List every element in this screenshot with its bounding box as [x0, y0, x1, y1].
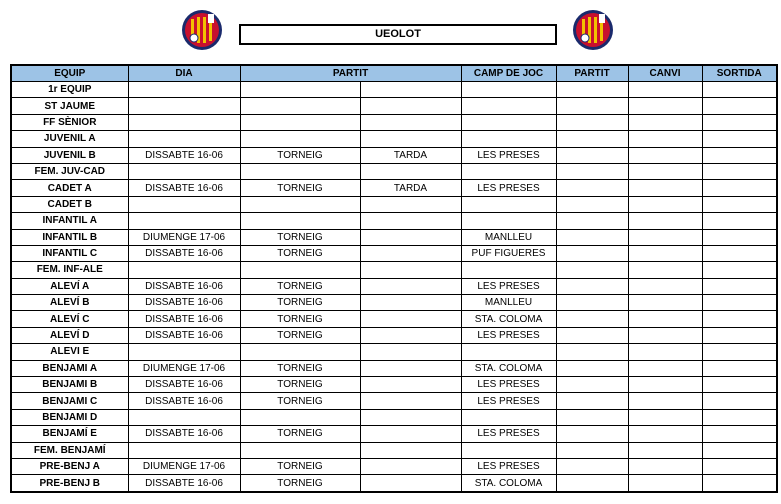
camp-cell: LES PRESES	[461, 458, 556, 474]
time-cell: TARDA	[360, 180, 461, 196]
canvi-cell	[628, 458, 702, 474]
time-cell	[360, 360, 461, 376]
sortida-cell	[702, 311, 777, 327]
table-row	[11, 163, 777, 179]
partit2-cell	[556, 409, 628, 425]
camp-cell	[461, 131, 556, 147]
table-row	[11, 377, 777, 393]
canvi-cell	[628, 131, 702, 147]
sortida-cell	[702, 213, 777, 229]
dia-cell	[128, 213, 240, 229]
camp-cell	[461, 213, 556, 229]
partit2-cell	[556, 458, 628, 474]
dia-cell	[128, 344, 240, 360]
dia-cell	[128, 163, 240, 179]
table-row	[11, 442, 777, 458]
sortida-cell	[702, 245, 777, 261]
canvi-cell	[628, 344, 702, 360]
team-cell: FEM. INF-ALE	[11, 262, 128, 278]
sortida-cell	[702, 147, 777, 163]
partit2-cell	[556, 163, 628, 179]
sortida-cell	[702, 196, 777, 212]
sortida-cell	[702, 458, 777, 474]
dia-cell: DIUMENGE 17-06	[128, 458, 240, 474]
dia-cell: DISSABTE 16-06	[128, 393, 240, 409]
dia-cell	[128, 82, 240, 98]
sortida-cell	[702, 327, 777, 343]
sortida-cell	[702, 98, 777, 114]
match-cell	[240, 131, 360, 147]
match-cell	[240, 442, 360, 458]
camp-cell	[461, 82, 556, 98]
camp-cell: STA. COLOMA	[461, 360, 556, 376]
header-equip: EQUIP	[11, 65, 128, 82]
table-row	[11, 278, 777, 294]
time-cell	[360, 245, 461, 261]
team-cell: FEM. JUV-CAD	[11, 163, 128, 179]
canvi-cell	[628, 311, 702, 327]
partit2-cell	[556, 229, 628, 245]
match-cell: TORNEIG	[240, 360, 360, 376]
camp-cell: LES PRESES	[461, 147, 556, 163]
dia-cell: DISSABTE 16-06	[128, 278, 240, 294]
dia-cell: DISSABTE 16-06	[128, 475, 240, 492]
dia-cell	[128, 114, 240, 130]
match-cell	[240, 82, 360, 98]
sortida-cell	[702, 426, 777, 442]
table-row	[11, 114, 777, 130]
canvi-cell	[628, 114, 702, 130]
time-cell	[360, 229, 461, 245]
team-cell: PRE-BENJ A	[11, 458, 128, 474]
team-cell: ST JAUME	[11, 98, 128, 114]
team-cell: BENJAMI D	[11, 409, 128, 425]
schedule-table	[10, 64, 778, 493]
time-cell	[360, 327, 461, 343]
camp-cell	[461, 262, 556, 278]
table-row	[11, 213, 777, 229]
table-row	[11, 180, 777, 196]
time-cell	[360, 475, 461, 492]
partit2-cell	[556, 377, 628, 393]
match-cell: TORNEIG	[240, 147, 360, 163]
match-cell: TORNEIG	[240, 458, 360, 474]
sortida-cell	[702, 262, 777, 278]
partit2-cell	[556, 344, 628, 360]
canvi-cell	[628, 377, 702, 393]
match-cell	[240, 98, 360, 114]
match-cell: TORNEIG	[240, 295, 360, 311]
partit2-cell	[556, 426, 628, 442]
match-cell: TORNEIG	[240, 278, 360, 294]
camp-cell	[461, 163, 556, 179]
dia-cell: DISSABTE 16-06	[128, 426, 240, 442]
dia-cell	[128, 262, 240, 278]
partit2-cell	[556, 475, 628, 492]
camp-cell: PUF FIGUERES	[461, 245, 556, 261]
partit2-cell	[556, 278, 628, 294]
camp-cell: LES PRESES	[461, 278, 556, 294]
sortida-cell	[702, 163, 777, 179]
match-cell: TORNEIG	[240, 393, 360, 409]
table-row	[11, 196, 777, 212]
match-cell: TORNEIG	[240, 327, 360, 343]
dia-cell: DIUMENGE 17-06	[128, 229, 240, 245]
team-cell: ALEVÍ C	[11, 311, 128, 327]
team-cell: INFANTIL A	[11, 213, 128, 229]
header-canvi: CANVI	[628, 65, 702, 82]
table-row	[11, 458, 777, 474]
sortida-cell	[702, 229, 777, 245]
partit2-cell	[556, 196, 628, 212]
table-row	[11, 344, 777, 360]
time-cell	[360, 393, 461, 409]
camp-cell	[461, 196, 556, 212]
table-row	[11, 295, 777, 311]
table-row	[11, 245, 777, 261]
time-cell	[360, 98, 461, 114]
header-sortida: SORTIDA	[702, 65, 777, 82]
match-cell	[240, 196, 360, 212]
time-cell	[360, 82, 461, 98]
sortida-cell	[702, 278, 777, 294]
dia-cell: DISSABTE 16-06	[128, 311, 240, 327]
dia-cell: DISSABTE 16-06	[128, 147, 240, 163]
canvi-cell	[628, 278, 702, 294]
team-cell: JUVENIL A	[11, 131, 128, 147]
match-cell	[240, 262, 360, 278]
dia-cell	[128, 98, 240, 114]
dia-cell	[128, 196, 240, 212]
dia-cell: DISSABTE 16-06	[128, 295, 240, 311]
time-cell	[360, 163, 461, 179]
team-cell: PRE-BENJ B	[11, 475, 128, 492]
header-partit-2: PARTIT	[556, 65, 628, 82]
match-cell: TORNEIG	[240, 180, 360, 196]
partit2-cell	[556, 131, 628, 147]
team-cell: ALEVI E	[11, 344, 128, 360]
partit2-cell	[556, 82, 628, 98]
team-cell: BENJAMI B	[11, 377, 128, 393]
sortida-cell	[702, 442, 777, 458]
sortida-cell	[702, 82, 777, 98]
time-cell	[360, 295, 461, 311]
sortida-cell	[702, 295, 777, 311]
canvi-cell	[628, 245, 702, 261]
time-cell	[360, 131, 461, 147]
camp-cell	[461, 98, 556, 114]
canvi-cell	[628, 426, 702, 442]
canvi-cell	[628, 82, 702, 98]
team-cell: BENJAMI A	[11, 360, 128, 376]
table-row	[11, 262, 777, 278]
canvi-cell	[628, 213, 702, 229]
sortida-cell	[702, 360, 777, 376]
sortida-cell	[702, 409, 777, 425]
table-row	[11, 360, 777, 376]
partit2-cell	[556, 245, 628, 261]
team-cell: BENJAMI C	[11, 393, 128, 409]
dia-cell: DISSABTE 16-06	[128, 245, 240, 261]
time-cell	[360, 262, 461, 278]
team-cell: ALEVÍ B	[11, 295, 128, 311]
time-cell	[360, 114, 461, 130]
time-cell	[360, 377, 461, 393]
team-cell: CADET A	[11, 180, 128, 196]
partit2-cell	[556, 262, 628, 278]
camp-cell	[461, 442, 556, 458]
time-cell	[360, 213, 461, 229]
dia-cell: DISSABTE 16-06	[128, 327, 240, 343]
table-row	[11, 131, 777, 147]
camp-cell: LES PRESES	[461, 426, 556, 442]
canvi-cell	[628, 295, 702, 311]
match-cell: TORNEIG	[240, 377, 360, 393]
time-cell	[360, 426, 461, 442]
partit2-cell	[556, 327, 628, 343]
partit2-cell	[556, 147, 628, 163]
table-row	[11, 426, 777, 442]
dia-cell	[128, 131, 240, 147]
partit2-cell	[556, 393, 628, 409]
camp-cell: STA. COLOMA	[461, 475, 556, 492]
dia-cell	[128, 442, 240, 458]
partit2-cell	[556, 360, 628, 376]
team-cell: INFANTIL B	[11, 229, 128, 245]
table-row	[11, 229, 777, 245]
partit2-cell	[556, 442, 628, 458]
sortida-cell	[702, 377, 777, 393]
team-cell: FF SÈNIOR	[11, 114, 128, 130]
time-cell	[360, 458, 461, 474]
table-row	[11, 98, 777, 114]
camp-cell: MANLLEU	[461, 295, 556, 311]
team-cell: 1r EQUIP	[11, 82, 128, 98]
camp-cell: LES PRESES	[461, 377, 556, 393]
table-row	[11, 147, 777, 163]
canvi-cell	[628, 147, 702, 163]
camp-cell	[461, 114, 556, 130]
sortida-cell	[702, 475, 777, 492]
match-cell	[240, 163, 360, 179]
sortida-cell	[702, 180, 777, 196]
partit2-cell	[556, 213, 628, 229]
match-cell	[240, 114, 360, 130]
canvi-cell	[628, 180, 702, 196]
time-cell	[360, 311, 461, 327]
canvi-cell	[628, 360, 702, 376]
team-cell: FEM. BENJAMÍ	[11, 442, 128, 458]
dia-cell	[128, 409, 240, 425]
canvi-cell	[628, 196, 702, 212]
team-cell: CADET B	[11, 196, 128, 212]
match-cell	[240, 213, 360, 229]
match-cell: TORNEIG	[240, 475, 360, 492]
canvi-cell	[628, 475, 702, 492]
camp-cell: LES PRESES	[461, 393, 556, 409]
time-cell	[360, 344, 461, 360]
table-row	[11, 409, 777, 425]
table-row	[11, 311, 777, 327]
header-dia: DIA	[128, 65, 240, 82]
sortida-cell	[702, 393, 777, 409]
partit2-cell	[556, 311, 628, 327]
sortida-cell	[702, 114, 777, 130]
camp-cell: LES PRESES	[461, 327, 556, 343]
table-row	[11, 475, 777, 492]
camp-cell: MANLLEU	[461, 229, 556, 245]
camp-cell: LES PRESES	[461, 180, 556, 196]
header-partit: PARTIT	[240, 65, 461, 82]
time-cell: TARDA	[360, 147, 461, 163]
sortida-cell	[702, 131, 777, 147]
match-cell: TORNEIG	[240, 311, 360, 327]
canvi-cell	[628, 229, 702, 245]
time-cell	[360, 409, 461, 425]
team-cell: JUVENIL B	[11, 147, 128, 163]
table-row	[11, 82, 777, 98]
page-title: UEOLOT	[239, 24, 557, 45]
match-cell	[240, 344, 360, 360]
canvi-cell	[628, 409, 702, 425]
partit2-cell	[556, 114, 628, 130]
club-logo-left	[177, 9, 227, 51]
dia-cell: DIUMENGE 17-06	[128, 360, 240, 376]
canvi-cell	[628, 262, 702, 278]
time-cell	[360, 196, 461, 212]
partit2-cell	[556, 180, 628, 196]
match-cell	[240, 409, 360, 425]
sortida-cell	[702, 344, 777, 360]
table-row	[11, 393, 777, 409]
match-cell: TORNEIG	[240, 229, 360, 245]
time-cell	[360, 442, 461, 458]
canvi-cell	[628, 442, 702, 458]
camp-cell	[461, 344, 556, 360]
time-cell	[360, 278, 461, 294]
canvi-cell	[628, 393, 702, 409]
canvi-cell	[628, 163, 702, 179]
header-row	[11, 65, 777, 82]
team-cell: ALEVÍ D	[11, 327, 128, 343]
team-cell: BENJAMÍ E	[11, 426, 128, 442]
match-cell: TORNEIG	[240, 245, 360, 261]
team-cell: ALEVÍ A	[11, 278, 128, 294]
camp-cell	[461, 409, 556, 425]
camp-cell: STA. COLOMA	[461, 311, 556, 327]
match-cell: TORNEIG	[240, 426, 360, 442]
team-cell: INFANTIL C	[11, 245, 128, 261]
partit2-cell	[556, 98, 628, 114]
club-logo-right	[568, 9, 618, 51]
dia-cell: DISSABTE 16-06	[128, 377, 240, 393]
table-row	[11, 327, 777, 343]
header-camp: CAMP DE JOC	[461, 65, 556, 82]
partit2-cell	[556, 295, 628, 311]
dia-cell: DISSABTE 16-06	[128, 180, 240, 196]
canvi-cell	[628, 98, 702, 114]
canvi-cell	[628, 327, 702, 343]
